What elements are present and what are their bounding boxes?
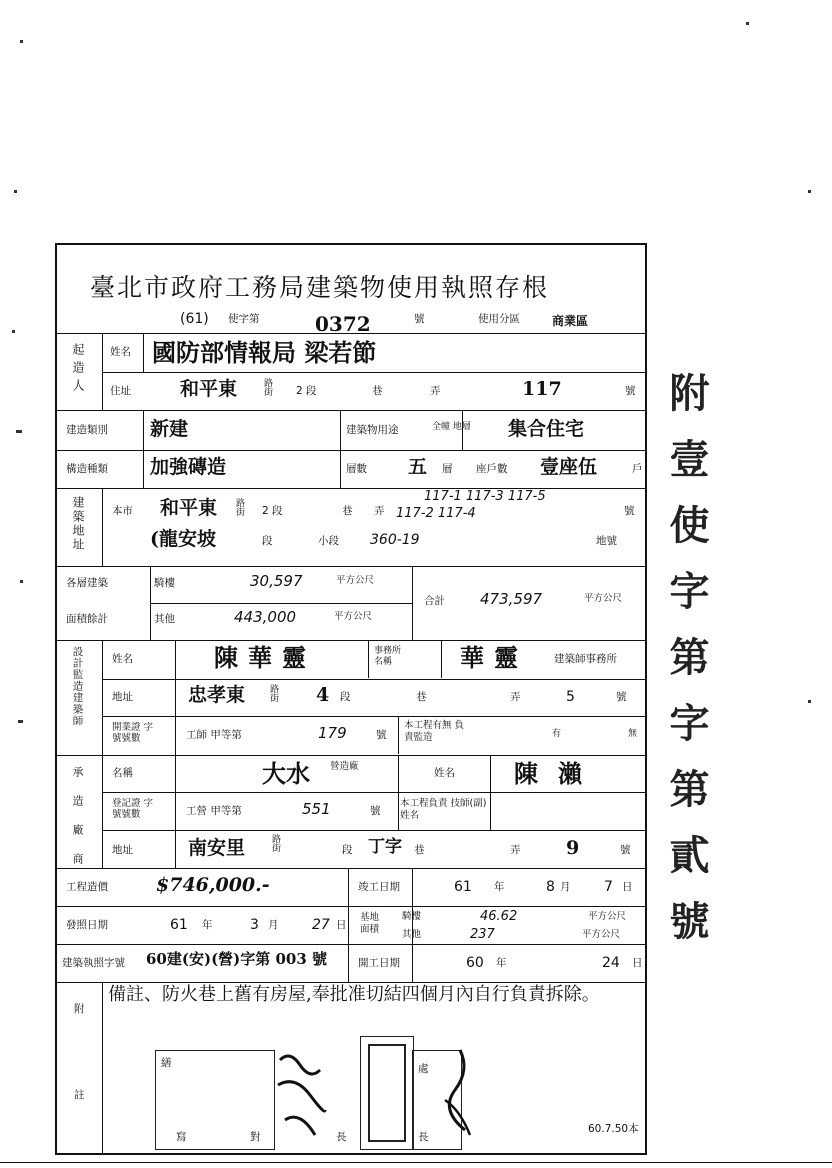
designer-addr-lane: 巷	[416, 691, 427, 703]
applicant-addr-section: 2 段	[296, 385, 317, 397]
base-area-label: 基地面積	[360, 912, 380, 936]
base-other-unit: 平方公尺	[582, 929, 621, 940]
grid-line	[57, 982, 645, 983]
grid-line	[441, 640, 442, 678]
issue-label: 發照日期	[66, 919, 108, 931]
adjacent-page-text: 附壹使字第字第貳號	[663, 372, 710, 966]
contractor-addr-alley: 弄	[510, 844, 521, 856]
area-total-value: 473,597	[480, 590, 543, 608]
remarks-text: 備註、防火巷上舊有房屋,奉批准切結四個月內自行負責拆除。	[108, 984, 600, 1005]
scan-speck	[20, 40, 23, 43]
grid-line	[57, 640, 645, 641]
form-footer: 60.7.50本	[588, 1123, 639, 1135]
contractor-name-label: 名稱	[112, 767, 133, 779]
designer-addr-section: 4	[316, 684, 330, 706]
signature-bottom-mid: 對	[250, 1131, 261, 1143]
grid-line	[102, 679, 645, 680]
scan-speck	[808, 190, 811, 193]
signature-top-left: 繕	[161, 1057, 172, 1069]
issue-day: 27	[312, 917, 330, 933]
page-bottom-edge	[0, 1162, 832, 1163]
start-year-unit: 年	[496, 957, 507, 969]
area-other-label: 其他	[154, 613, 175, 625]
start-year: 60	[466, 955, 484, 971]
households-unit: 戶	[632, 463, 643, 475]
permit-label: 建築執照字號	[62, 957, 125, 969]
designer-addr-label: 地址	[112, 691, 133, 703]
contractor-reg-no: 551	[302, 800, 331, 818]
applicant-name-value: 國防部情報局 梁若節	[152, 338, 377, 367]
applicant-addr-lane: 巷	[372, 385, 383, 397]
designer-license-suffix: 號	[376, 729, 387, 741]
area-other-value: 443,000	[234, 608, 297, 626]
applicant-addr-alley: 弄	[430, 385, 441, 397]
cost-value: $746,000.-	[156, 874, 270, 896]
grid-line	[150, 566, 151, 640]
designer-office-suffix: 建築師事務所	[554, 653, 617, 665]
location-lot-suffix: 地號	[596, 535, 617, 547]
designer-license-prefix: 工師 甲等第	[186, 729, 242, 741]
start-label: 開工日期	[358, 957, 400, 969]
grid-line	[398, 716, 399, 754]
zone-label: 使用分區	[478, 313, 520, 325]
designer-addr-no: 5	[566, 689, 575, 705]
signature-right-top: 處	[418, 1063, 429, 1075]
designer-license-label: 開業證 字號號數	[112, 722, 154, 745]
area-group-label-2: 面積餘計	[66, 613, 108, 625]
area-arcade-label: 騎樓	[154, 577, 175, 589]
grid-line	[57, 450, 645, 451]
designer-addr-suffix: 號	[616, 691, 627, 703]
grid-line	[398, 755, 399, 830]
contractor-addr-suffix: 號	[620, 844, 631, 856]
location-alley: 弄	[374, 505, 385, 517]
designer-office-value: 華靈	[460, 643, 528, 672]
grid-line	[57, 410, 645, 411]
designer-license-no: 179	[318, 724, 347, 742]
zone-value: 商業區	[552, 314, 589, 328]
applicant-group-label: 起造人	[71, 343, 85, 397]
complete-label: 竣工日期	[358, 881, 400, 893]
applicant-addr-no: 117	[522, 378, 562, 400]
scan-speck	[16, 430, 22, 433]
issue-day-unit: 日	[336, 919, 347, 931]
location-numbers-line2: 117-2 117-4	[396, 506, 476, 521]
contractor-person-value: 陳瀨	[514, 759, 602, 788]
scan-speck	[20, 580, 23, 583]
grid-line	[57, 566, 645, 567]
households-label: 座戶數	[476, 463, 508, 475]
structure-value: 加強磚造	[150, 456, 227, 478]
floors-value: 五	[408, 456, 428, 478]
grid-line	[150, 603, 412, 604]
location-lane: 巷	[342, 505, 353, 517]
base-other-value: 237	[470, 927, 495, 942]
grid-line	[143, 333, 144, 372]
location-road-value: 和平東	[160, 497, 218, 519]
grid-line	[57, 906, 645, 907]
signature-bottom-mid2: 長	[336, 1131, 347, 1143]
base-arcade-unit: 平方公尺	[588, 911, 627, 922]
applicant-addr-value: 和平東	[180, 378, 238, 400]
structure-label: 構造種類	[66, 463, 108, 475]
grid-line	[490, 755, 491, 830]
designer-addr-road: 路街	[270, 685, 280, 704]
location-sub-section: 小段	[318, 535, 339, 547]
complete-month-unit: 月	[560, 881, 571, 893]
use-floor-label: 全幢 地層	[432, 422, 471, 432]
scan-speck	[14, 190, 17, 193]
issue-year: 61	[170, 917, 188, 933]
start-day-unit: 日	[632, 957, 643, 969]
complete-day-unit: 日	[622, 881, 633, 893]
grid-line	[57, 333, 645, 334]
contractor-reg-suffix: 號	[370, 805, 381, 817]
permit-year: (61)	[180, 311, 209, 327]
contractor-reg-prefix: 工營 甲等第	[186, 805, 242, 817]
floors-label: 層數	[346, 463, 367, 475]
base-arcade-label: 騎樓	[402, 911, 422, 922]
designer-name-value: 陳華靈	[214, 643, 316, 672]
signature-right-bottom: 長	[418, 1131, 429, 1143]
location-no-suffix: 號	[624, 505, 635, 517]
contractor-addr-no: 9	[566, 837, 580, 859]
grid-line	[57, 868, 645, 869]
grid-line	[102, 830, 645, 831]
contractor-addr-road: 路街	[272, 835, 282, 854]
area-arcade-value: 30,597	[250, 572, 303, 590]
grid-line	[102, 716, 645, 717]
category-label: 建造類別	[66, 424, 108, 436]
grid-line	[57, 944, 645, 945]
use-label: 建築物用途	[346, 424, 399, 436]
location-group-label: 建築地址	[71, 496, 85, 552]
grid-line	[102, 333, 103, 410]
location-road-unit: 路街	[236, 499, 246, 518]
grid-line	[368, 640, 369, 678]
applicant-addr-suffix: 號	[625, 385, 636, 397]
remarks-label-top: 附	[74, 1003, 85, 1015]
contractor-addr-lane-value: 丁字	[368, 837, 402, 857]
grid-line	[340, 410, 341, 488]
grid-line	[412, 868, 413, 982]
contractor-addr-lane: 巷	[414, 844, 425, 856]
grid-line	[348, 868, 349, 982]
area-total-unit: 平方公尺	[584, 593, 623, 604]
grid-line	[143, 410, 144, 488]
scan-speck	[18, 720, 23, 723]
floors-unit: 層	[442, 463, 453, 475]
contractor-engineer-label: 本工程負責 技師(副)姓名	[400, 798, 487, 822]
complete-month: 8	[546, 879, 555, 895]
base-other-label: 其他	[402, 929, 422, 940]
contractor-addr-value: 南安里	[188, 837, 246, 859]
cost-label: 工程造價	[66, 881, 108, 893]
signature-bottom-left: 寫	[176, 1131, 187, 1143]
complete-year-unit: 年	[494, 881, 505, 893]
contractor-reg-label: 登記證 字號號數	[112, 798, 154, 821]
category-value: 新建	[150, 418, 189, 440]
grid-line	[175, 640, 176, 868]
applicant-name-label: 姓名	[110, 346, 131, 358]
seal-stamp	[368, 1044, 406, 1142]
designer-addr-alley: 弄	[510, 691, 521, 703]
grid-line	[57, 488, 645, 489]
grid-line	[102, 372, 645, 373]
area-group-label-1: 各層建築	[66, 577, 108, 589]
designer-responsible-label: 本工程有無 負責監造	[404, 720, 465, 744]
grid-line	[57, 755, 645, 756]
applicant-addr-road: 路街	[264, 379, 274, 398]
location-numbers-line1: 117-1 117-3 117-5	[424, 489, 546, 504]
grid-line	[102, 792, 645, 793]
base-arcade-value: 46.62	[480, 909, 518, 924]
scan-speck	[12, 330, 15, 333]
designer-office-label: 事務所名稱	[374, 646, 402, 667]
issue-year-unit: 年	[202, 919, 213, 931]
designer-group-label: 設計監造建築師	[71, 646, 84, 727]
location-city: 本市	[112, 505, 133, 517]
start-day: 24	[602, 955, 620, 971]
remarks-label-bottom: 註	[74, 1089, 85, 1101]
scan-speck	[808, 700, 811, 703]
permit-suffix: 號	[414, 313, 425, 325]
location-lot-value: 360-19	[370, 532, 420, 548]
designer-addr-section-unit: 段	[340, 691, 351, 703]
area-arcade-unit: 平方公尺	[336, 575, 375, 586]
location-district-unit: 段	[262, 535, 273, 547]
designer-addr-value: 忠孝東	[188, 684, 246, 706]
contractor-person-label: 姓名	[434, 767, 455, 779]
area-total-label: 合計	[424, 595, 445, 607]
households-value: 壹座伍	[540, 456, 598, 478]
grid-line	[102, 488, 103, 566]
permit-prefix: 使字第	[228, 313, 260, 325]
grid-line	[412, 566, 413, 640]
contractor-name-suffix: 營造廠	[330, 761, 359, 772]
contractor-group-label: 承造廠商	[71, 766, 84, 882]
issue-month: 3	[250, 917, 259, 933]
permit-number: 0372	[315, 312, 371, 336]
location-section: 2 段	[262, 505, 283, 517]
permit-value: 60建(安)(營)字第 003 號	[146, 950, 328, 968]
applicant-addr-label: 住址	[110, 385, 131, 397]
contractor-addr-label: 地址	[112, 844, 133, 856]
contractor-addr-section: 段	[342, 844, 353, 856]
designer-responsible-value: 有	[552, 729, 562, 739]
grid-line	[102, 640, 103, 868]
contractor-name-value: 大水	[262, 759, 310, 788]
use-value: 集合住宅	[508, 418, 585, 440]
designer-name-label: 姓名	[112, 653, 133, 665]
area-other-unit: 平方公尺	[334, 611, 373, 622]
location-district-value: (龍安坡	[150, 528, 216, 550]
complete-day: 7	[604, 879, 613, 895]
document-title: 臺北市政府工務局建築物使用執照存根	[90, 273, 550, 302]
complete-year: 61	[454, 879, 472, 895]
grid-line	[102, 982, 103, 1153]
designer-responsible-alt: 無	[628, 729, 638, 739]
issue-month-unit: 月	[268, 919, 279, 931]
scan-speck	[746, 22, 749, 25]
